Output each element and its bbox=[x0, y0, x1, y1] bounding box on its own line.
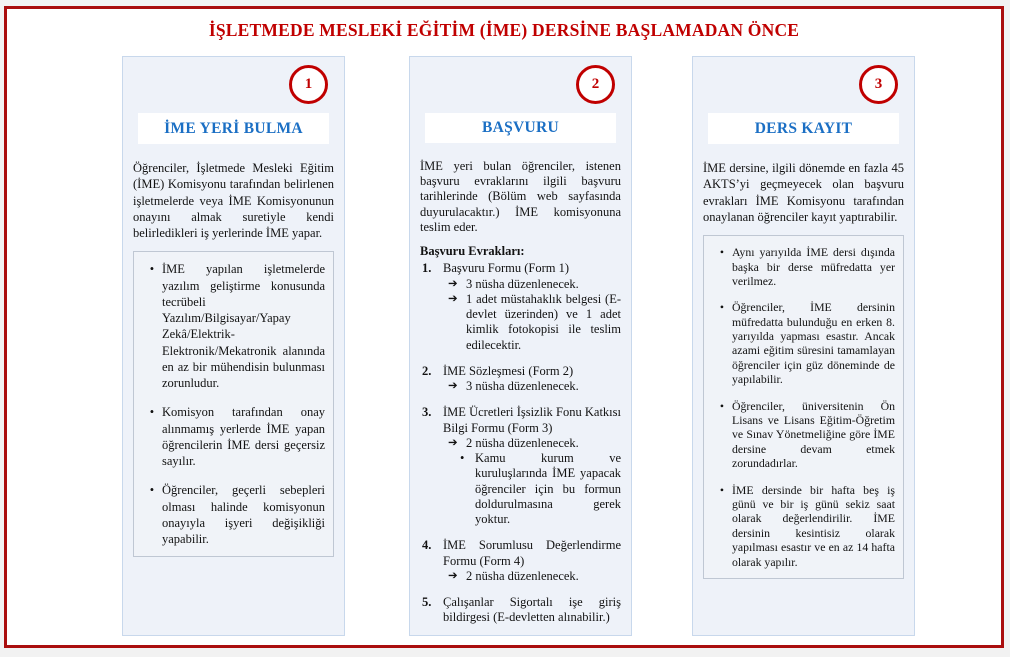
numbered-item bbox=[420, 364, 621, 379]
bullet-icon: • bbox=[460, 451, 465, 466]
list-item-text: Öğrenciler, geçerli sebepleri olması halinde komisyonun onayıyla işyeri değişikliği yapabilir. bbox=[162, 483, 325, 547]
arrow-note bbox=[448, 277, 621, 292]
item-number: 5. bbox=[422, 595, 432, 610]
item-number: 1. bbox=[422, 261, 432, 276]
list-item-text: Öğrenciler, İME dersinin müfredatta bulunduğu en erken 8. yarıyılda yapması esastır. Ancak azami eğitim süresini tamamlayan öğrenciler için güz döneminde de yapılabilir. bbox=[732, 300, 895, 387]
column-ime-yeri-bulma bbox=[122, 56, 345, 636]
arrow-note bbox=[448, 436, 621, 451]
arrow-note bbox=[448, 379, 621, 394]
list-item-text: Öğrenciler, üniversitenin Ön Lisans ve Lisans Eğitim-Öğretim ve Sınav Yönetmeliğine göre İME dersine devam etmek zorundadırlar. bbox=[732, 398, 895, 471]
column-title: DERS KAYIT bbox=[708, 113, 899, 144]
list-item bbox=[142, 482, 325, 547]
list-item bbox=[712, 245, 895, 288]
list-item-text: İME dersinde bir hafta beş iş günü ve bir iş günü sekiz saat olarak değerlendirilir. İME dersinin kesintisiz olarak yapılması esastır ve en az 14 hafta olarak yapılır. bbox=[732, 482, 895, 569]
document-page bbox=[4, 6, 1004, 648]
arrow-note-text: 2 nüsha düzenlenecek. bbox=[466, 435, 579, 450]
arrow-icon: ➔ bbox=[448, 292, 458, 305]
step-number: 3 bbox=[874, 75, 883, 92]
arrow-icon: ➔ bbox=[448, 569, 458, 582]
arrow-note-text: 1 adet müstahaklık belgesi (E-devlet üzerinden) ve 1 adet kimlik fotokopisi ile teslim edilecektir. bbox=[466, 291, 621, 352]
bullet-icon: • bbox=[719, 245, 725, 260]
arrow-icon: ➔ bbox=[448, 277, 458, 290]
numbered-item bbox=[420, 261, 621, 276]
column-intro: Öğrenciler, İşletmede Mesleki Eğitim (İME) Komisyonu tarafından belirlenen işletmelerde veya İME Komisyonunun onayını almak suretiyle kendi belirledikleri iş yerlerinde İME yapar. bbox=[133, 161, 334, 241]
step-badge-1 bbox=[289, 65, 328, 104]
list-item-text: Aynı yarıyılda İME dersi dışında başka bir derse müfredatta yer verilmez. bbox=[732, 245, 895, 288]
column-title: BAŞVURU bbox=[425, 113, 616, 143]
step-badge-3 bbox=[859, 65, 898, 104]
item-label: İME Sorumlusu Değerlendirme Formu (Form 4) bbox=[443, 538, 621, 568]
list-item bbox=[142, 261, 325, 391]
bullet-icon: • bbox=[719, 482, 725, 497]
item-number: 4. bbox=[422, 538, 432, 553]
list-item-text: İME yapılan işletmelerde yazılım geliştirme konusunda tecrübeli Yazılım/Bilgisayar/Yapay Zekâ/Elektrik-Elektronik/Mekatronik alanında en az bir mühendisin bulunması zorunludur. bbox=[162, 262, 325, 391]
arrow-icon: ➔ bbox=[448, 436, 458, 449]
arrow-note bbox=[448, 569, 621, 584]
bullet-icon: • bbox=[149, 405, 155, 420]
item-label: İME Ücretleri İşsizlik Fonu Katkısı Bilgi Formu (Form 3) bbox=[443, 405, 621, 435]
numbered-item bbox=[420, 405, 621, 436]
arrow-icon: ➔ bbox=[448, 380, 458, 393]
bullet-box bbox=[133, 251, 334, 557]
bullet-icon: • bbox=[149, 262, 155, 277]
list-item bbox=[712, 399, 895, 471]
item-number: 3. bbox=[422, 405, 432, 420]
bullet-icon: • bbox=[719, 398, 725, 413]
list-item bbox=[142, 404, 325, 469]
column-title: İME YERİ BULMA bbox=[138, 113, 329, 144]
step-number: 1 bbox=[304, 75, 313, 92]
item-label: Başvuru Formu (Form 1) bbox=[443, 261, 570, 276]
item-label: İME Sözleşmesi (Form 2) bbox=[443, 363, 574, 378]
column-basvuru bbox=[409, 56, 632, 636]
item-number: 2. bbox=[422, 363, 432, 378]
sub-bullet-note bbox=[460, 451, 621, 527]
step-number: 2 bbox=[591, 76, 600, 93]
column-ders-kayit bbox=[692, 56, 915, 636]
numbered-item bbox=[420, 538, 621, 569]
documents-heading: Başvuru Evrakları: bbox=[420, 244, 525, 259]
arrow-note-text: 3 nüsha düzenlenecek. bbox=[466, 276, 579, 291]
bullet-box bbox=[703, 235, 904, 579]
sub-bullet-text: Kamu kurum ve kuruluşlarında İME yapacak öğrenciler için bu formun doldurulmasına gerek yoktur. bbox=[475, 451, 621, 527]
list-item bbox=[712, 300, 895, 386]
arrow-note-text: 2 nüsha düzenlenecek. bbox=[466, 568, 579, 583]
item-label: Çalışanlar Sigortalı işe giriş bildirgesi (E-devletten alınabilir.) bbox=[443, 595, 621, 625]
bullet-icon: • bbox=[719, 300, 725, 315]
arrow-note bbox=[448, 292, 621, 353]
step-badge-2 bbox=[576, 65, 615, 104]
page-title: İŞLETMEDE MESLEKİ EĞİTİM (İME) DERSİNE BAŞLAMADAN ÖNCE bbox=[208, 20, 800, 40]
list-item-text: Komisyon tarafından onay alınmamış yerlerde İME yapan öğrencilerin İME dersi geçersiz sayılır. bbox=[162, 405, 325, 469]
bullet-icon: • bbox=[149, 483, 155, 498]
arrow-note-text: 3 nüsha düzenlenecek. bbox=[466, 379, 579, 394]
numbered-item bbox=[420, 595, 621, 626]
column-intro: İME yeri bulan öğrenciler, istenen başvuru evraklarını ilgili başvuru tarihlerinde (Bölüm web sayfasında duyurulacaktır.) İME komisyonuna teslim eder. bbox=[420, 158, 621, 234]
list-item bbox=[712, 483, 895, 569]
column-intro: İME dersine, ilgili dönemde en fazla 45 AKTS’yi geçmeyecek olan başvuru evrakları İME Komisyonu tarafından onaylanan öğrenciler kayıt yaptırabilir. bbox=[703, 161, 904, 224]
